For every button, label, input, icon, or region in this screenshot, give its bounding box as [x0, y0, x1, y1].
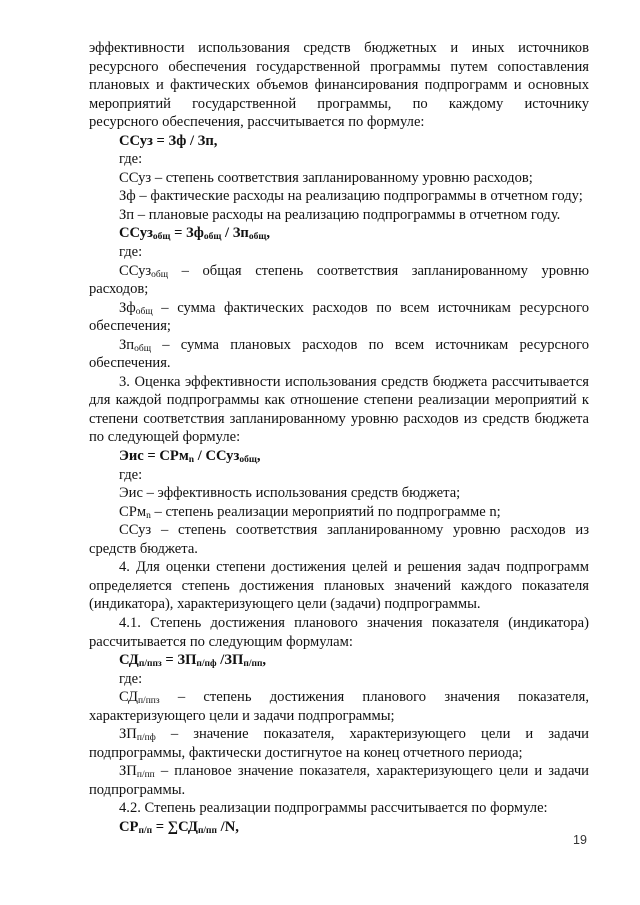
definition-ssuz: ССуз – степень соответствия запланированному уровню расходов;	[119, 169, 533, 186]
where-label: где:	[119, 151, 143, 168]
formula-ssuz-total: ССуз$_{общ}$ = $Зф_{общ} / Зп_{общ}$,	[119, 225, 271, 243]
text-line: плановых и фактических объемов финансирования подпрограмм и основных	[89, 77, 589, 94]
formula-eis: Эис = СРм$_n$ / ССуз$_{общ}$,	[119, 448, 261, 466]
where-label: где:	[119, 466, 143, 483]
definition-zf-total: $Зф_{общ}$ – сумма фактических расходов по всем источникам ресурсного обеспечения;	[89, 299, 589, 335]
where-label: где:	[119, 244, 143, 261]
paragraph-4-2: 4.2. Степень реализации подпрограммы рассчитывается по формуле:	[119, 800, 548, 817]
text-line: мероприятий государственной программы, по каждому источнику	[89, 95, 589, 112]
text-line: ресурсного обеспечения государственной программы путем сопоставления	[89, 58, 589, 75]
document-body	[89, 39, 589, 837]
formula-sd: $СД_{п/ппз} = ЗП_{п/пф}$ $/ЗП_{п/пп}$,	[119, 652, 267, 670]
page-number: 19	[573, 833, 587, 847]
paragraph-4-1: 4.1. Степень достижения планового значения показателя (индикатора) рассчитывается по следующим формулам:	[89, 614, 589, 650]
paragraph-3: 3. Оценка эффективности использования средств бюджета рассчитывается для каждой подпрограммы как отношение степени реализации мероприятий к степени соответствия запланированному уровню расходов из средств бюджета по следующей формуле:	[89, 373, 589, 446]
definition-srm: СРм$_n$ – степень реализации мероприятий по подпрограмме n;	[119, 503, 501, 521]
formula-ssuz: ССуз = Зф / Зп,	[119, 132, 218, 149]
paragraph-4: 4. Для оценки степени достижения целей и решения задач подпрограмм определяется степень достижения плановых значений каждого показателя (индикатора), характеризующего цели (задачи) подпрограммы.	[89, 559, 589, 613]
text-line: ресурсного обеспечения, рассчитывается по формуле:	[89, 114, 425, 131]
definition-zf: Зф – фактические расходы на реализацию подпрограммы в отчетном году;	[119, 188, 583, 205]
where-label: где:	[119, 670, 143, 687]
definition-zp-plan: $ЗП_{п/пп}$ – плановое значение показателя, характеризующего цели и задачи подпрограммы.	[89, 763, 589, 798]
formula-sr: $СР_{п/п} = \sum СД_{п/пп}$ /N,	[119, 818, 239, 836]
definition-zp-fact: $ЗП_{п/пф}$ – значение показателя, характеризующего цели и задачи подпрограммы, фактически достигнутое на конец отчетного периода;	[89, 726, 589, 761]
definition-zp-total: $Зп_{общ}$ – сумма плановых расходов по всем источникам ресурсного обеспечения.	[89, 336, 589, 372]
definition-sd: $СД_{п/ппз}$ – степень достижения планового значения показателя, характеризующего цели и задачи подпрограммы;	[89, 689, 589, 724]
definition-zp: Зп – плановые расходы на реализацию подпрограммы в отчетном году.	[119, 206, 561, 223]
definition-ssuz-total: ССуз$_{общ}$ – общая степень соответствия запланированному уровню расходов;	[89, 262, 589, 298]
definition-eis: Эис – эффективность использования средств бюджета;	[119, 485, 461, 502]
text-line: эффективности использования средств бюджетных и иных источников	[89, 40, 589, 56]
definition-ssuz-budget: ССуз – степень соответствия запланированному уровню расходов из средств бюджета.	[89, 522, 589, 557]
